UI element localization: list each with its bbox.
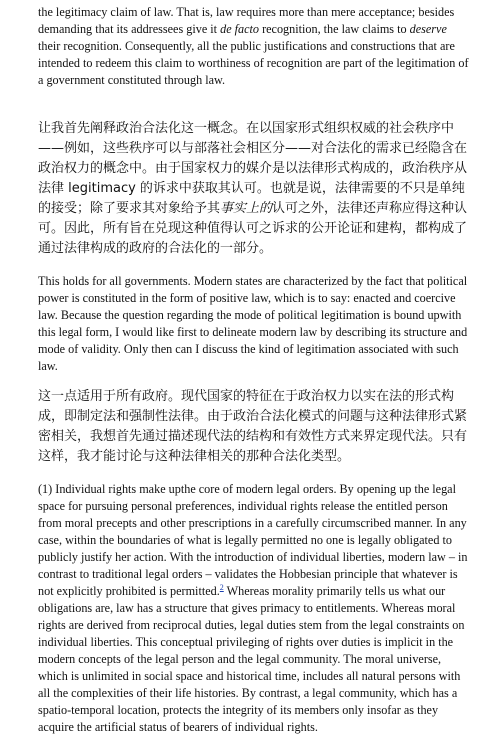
italic-run: deserve <box>409 22 447 36</box>
text-run: 让我首先阐释政治合法化这一概念。在以国家形式组织权威的社会秩序中——例如，这些秩序可以与部落社会相区分——对合法化的需求已经隐含在政治权力的概念中。由于国家权力的媒介是以法律形式构成的，政治秩序从法律 legitimacy 的诉求中获取其认可。也就是说，法律需要的不只是单纯的接受；除了要求其对象给予其 <box>38 121 468 216</box>
text-run: their recognition. Consequently, all the public justifications and constructions that are intended to redeem this claim to worthiness of recognition are part of the legitimation of a government constituted through law. <box>38 39 469 87</box>
text-run: 认可之外，法律还声称应得这种认可。因此，所有旨在兑现这种值得认可之诉求的公开论证和建构，都构成了通过法律构成的政府的合法化的一部分。 <box>38 201 468 256</box>
document-page <box>38 4 472 736</box>
text-run: Whereas morality primarily tells us what our obligations are, law has a structure that gives primacy to entitlements. Whereas moral rights are derived from reciprocal duties, legal duties stem from the legal constraints on individual liberties. This conceptual privileging of rights over duties is implicit in the modern concepts of the legal person and the legal community. The moral universe, which is unlimited in social space and historical time, includes all natural persons with all the complexities of their life histories. By contrast, a legal community, which has a spatio-temporal location, protects the integrity of its members only insofar as they acquire the artificial status of bearers of individual rights. <box>38 584 465 734</box>
text-run: the legitimacy claim of law. That is, law requires more than mere acceptance; besides demanding that its addressees give it <box>38 5 455 36</box>
paragraph-en-all-governments: This holds for all governments. Modern states are characterized by the fact that political power is constituted in the form of positive law, which is to say: enacted and coercive law. Because the question regarding the mode of political legitimation is bound upwith this legal form, I would like first to delineate modern law by describing its structure and mode of validity. Only then can I discuss the kind of legitimation associated with such law. <box>38 274 468 373</box>
paragraph-en-individual-rights <box>38 481 472 736</box>
text-run: (1) Individual rights make upthe core of modern legal orders. By opening up the legal space for pursuing personal preferences, individual rights release the entitled person from moral precepts and other prescriptions in a carefully circumscribed manner. In any case, within the boundaries of what is legally permitted no one is legally obligated to publicly justify her action. With the introduction of individual liberties, modern law – in contrast to traditional legal orders – validates the Hobbesian principle that whatever is not explicitly prohibited is permitted. <box>38 482 468 598</box>
footnote-link[interactable]: 2 <box>219 582 224 592</box>
paragraph-zh-all-governments: 这一点适用于所有政府。现代国家的特征在于政治权力以实在法的形式构成，即制定法和强制性法律。由于政治合法化模式的问题与这种法律形式紧密相关，我想首先通过描述现代法的结构和有效性方式来界定现代法。只有这样，我才能讨论与这种法律相关的那种合法化类型。 <box>38 389 468 464</box>
italic-run: de facto <box>220 22 260 36</box>
italic-run: 事实上的 <box>220 201 273 216</box>
paragraph-zh-political-legitimation <box>38 119 472 259</box>
text-run: recognition, the law claims to <box>259 22 410 36</box>
paragraph-en-legitimacy-claim <box>38 4 472 89</box>
